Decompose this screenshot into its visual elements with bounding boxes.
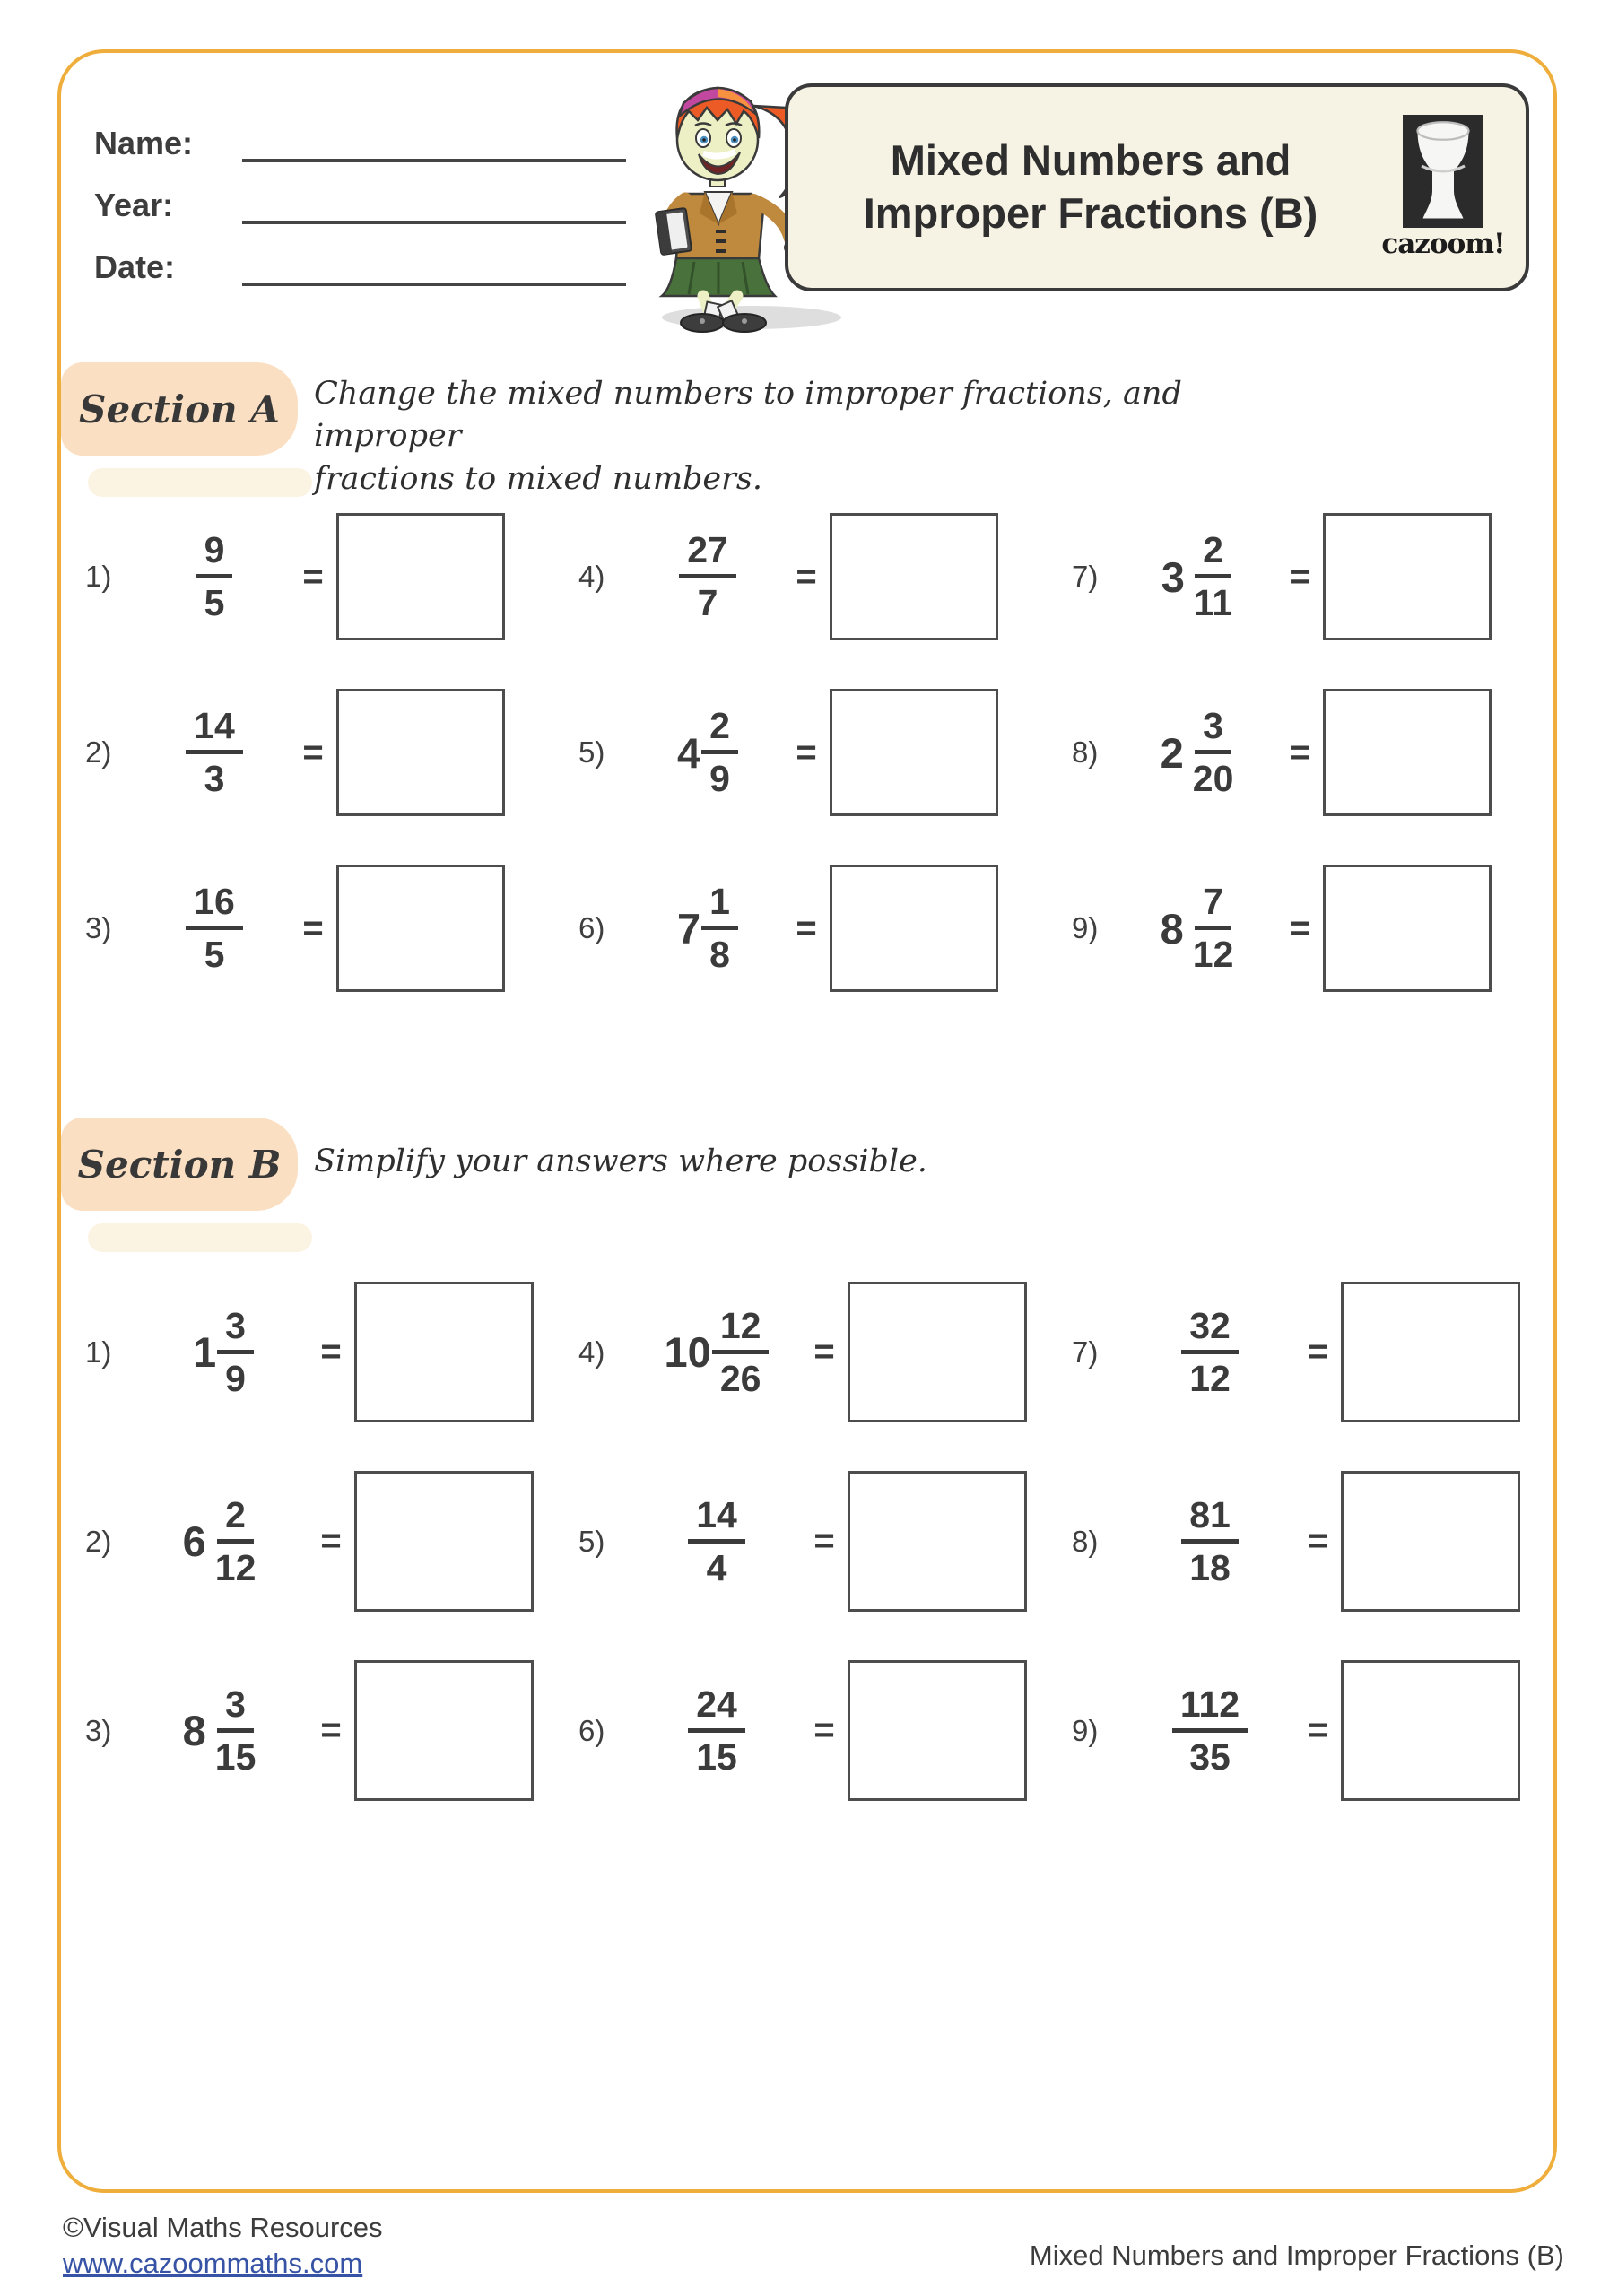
answer-box[interactable] [1323,865,1492,992]
section-b-bubble [61,1118,298,1211]
website-link[interactable]: www.cazoommaths.com [63,2248,363,2280]
problem-expression [632,883,783,973]
answer-box[interactable] [1341,1282,1520,1422]
section-a-problems [85,489,1574,1016]
drum-icon [1402,115,1484,228]
problem-row [85,840,1574,1016]
equals-sign: = [320,1521,342,1561]
fraction-denominator: 9 [225,1357,246,1399]
problem-a8 [1072,665,1565,840]
equals-sign: = [320,1332,342,1371]
problem-expression [1126,1683,1294,1778]
fraction [1181,1493,1239,1588]
fraction-numerator: 12 [712,1308,770,1354]
equals-sign: = [320,1710,342,1750]
fraction [196,529,233,623]
section-b-instruction [314,1141,1300,1183]
fraction-denominator: 9 [709,758,730,799]
fraction-denominator: 20 [1192,758,1234,799]
problem-b6 [578,1636,1072,1825]
name-field [94,100,626,162]
problem-number: 6) [578,911,605,944]
answer-box[interactable] [830,689,998,816]
fraction-numerator: 2 [701,708,738,754]
section-b-problems [85,1257,1574,1825]
problem-a7 [1072,489,1565,665]
fraction-numerator: 27 [679,532,736,578]
fraction-numerator: 3 [217,1308,254,1354]
fraction-numerator: 2 [1195,532,1231,578]
whole-number: 8 [182,1707,206,1754]
problem-number: 4) [578,1335,605,1369]
fraction-numerator: 112 [1172,1686,1248,1733]
problem-b5 [578,1447,1072,1636]
fraction [701,705,738,799]
whole-number: 4 [677,728,701,777]
problem-a4 [578,489,1072,665]
cazoom-logo-text: cazoom! [1381,228,1505,260]
fraction [688,1683,745,1778]
fraction-denominator: 4 [706,1546,727,1588]
problem-expression [139,883,290,973]
problem-number: 4) [578,560,605,593]
date-line[interactable] [242,247,626,286]
instruction-line: Change the mixed numbers to improper fractions, and improper [314,376,1182,455]
fraction-denominator: 11 [1193,582,1233,623]
answer-box[interactable] [1323,689,1492,816]
fraction [207,1683,265,1778]
whole-number: 7 [677,904,701,952]
copyright-text: ©Visual Maths Resources [63,2212,383,2243]
fraction-denominator: 12 [1189,1357,1231,1399]
problem-expression [139,705,290,799]
problem-row [85,665,1574,840]
problem-a2 [85,665,578,840]
fraction [1181,1304,1239,1399]
fraction-denominator: 15 [696,1735,737,1778]
problem-number: 8) [1072,1524,1099,1558]
fraction [186,705,243,799]
worksheet-title [801,135,1380,240]
equals-sign: = [813,1521,835,1561]
answer-box[interactable] [848,1471,1027,1612]
equals-sign: = [813,1710,835,1750]
problem-number: 9) [1072,911,1099,944]
date-field [94,224,626,286]
fraction-denominator: 12 [1192,934,1234,975]
fraction [1185,883,1242,973]
fraction [712,1304,770,1399]
answer-box[interactable] [336,865,505,992]
answer-box[interactable] [354,1471,534,1612]
fraction [679,529,736,623]
problem-expression [632,1683,801,1778]
equals-sign: = [813,1332,835,1371]
problem-expression [139,1304,308,1399]
whole-number: 3 [1161,552,1185,601]
fraction-numerator: 14 [688,1497,745,1544]
problem-expression [1126,705,1276,799]
fraction-numerator: 3 [1195,708,1231,754]
worksheet-title-box [785,83,1529,291]
whole-number: 6 [182,1518,206,1565]
title-line-2: Improper Fractions (B) [863,189,1318,237]
problem-b3 [85,1636,578,1825]
fraction-numerator: 1 [701,883,738,930]
name-line[interactable] [242,123,626,162]
equals-sign: = [796,556,817,596]
fraction-numerator: 3 [217,1686,254,1733]
equals-sign: = [796,732,817,772]
problem-b1 [85,1257,578,1447]
problem-expression [1126,1304,1294,1399]
fraction [688,1493,745,1588]
fraction-numerator: 16 [186,883,243,930]
problem-row [85,1257,1574,1447]
section-b-echo [88,1223,312,1252]
problem-b2 [85,1447,578,1636]
problem-expression [632,1304,801,1399]
section-a-instruction [314,373,1193,500]
problem-expression [139,529,290,623]
year-line[interactable] [242,185,626,224]
answer-box[interactable] [1341,1471,1520,1612]
equals-sign: = [1289,908,1310,948]
whole-number: 2 [1160,728,1184,777]
fraction-denominator: 3 [204,758,225,799]
problem-number: 1) [85,560,112,593]
fraction-numerator: 24 [688,1686,745,1733]
footer-worksheet-title: Mixed Numbers and Improper Fractions (B) [1029,2239,1564,2271]
problem-expression [1126,529,1276,623]
problem-number: 9) [1072,1713,1099,1747]
equals-sign: = [1307,1710,1328,1750]
answer-box[interactable] [336,513,505,640]
instruction-line: fractions to mixed numbers. [314,460,762,497]
cazoom-logo [1380,115,1506,260]
book-icon [656,208,692,255]
problem-expression [139,1683,308,1778]
fraction [1186,529,1240,623]
fraction-numerator: 81 [1181,1497,1239,1544]
answer-box[interactable] [1323,513,1492,640]
fraction-denominator: 5 [204,582,225,623]
fraction-numerator: 7 [1195,883,1231,930]
answer-box[interactable] [354,1282,534,1422]
problem-a6 [578,840,1072,1016]
equals-sign: = [302,556,324,596]
equals-sign: = [1289,732,1310,772]
section-a-label: Section A [79,387,280,431]
whole-number: 10 [664,1328,711,1376]
answer-box[interactable] [830,865,998,992]
answer-box[interactable] [336,689,505,816]
problem-number: 7) [1072,1335,1099,1369]
problem-expression [632,529,783,623]
equals-sign: = [1307,1332,1328,1371]
fraction-denominator: 7 [697,582,718,623]
fraction-denominator: 12 [214,1546,257,1588]
fraction [186,883,243,973]
problem-number: 1) [85,1335,112,1369]
fraction-numerator: 2 [217,1497,254,1544]
whole-number: 1 [193,1328,217,1376]
problem-row [85,489,1574,665]
problem-a1 [85,489,578,665]
problem-a9 [1072,840,1565,1016]
fraction-denominator: 5 [204,934,225,975]
fraction-denominator: 18 [1189,1546,1231,1588]
answer-box[interactable] [848,1282,1027,1422]
problem-b7 [1072,1257,1565,1447]
problem-a3 [85,840,578,1016]
instruction-line: Simplify your answers where possible. [314,1144,927,1179]
fraction [701,883,738,973]
title-line-1: Mixed Numbers and [890,136,1292,185]
footer-left [63,2210,383,2283]
equals-sign: = [302,908,324,948]
year-field [94,162,626,224]
fraction [1185,705,1242,799]
problem-number: 8) [1072,735,1099,769]
problem-expression [632,1493,801,1588]
problem-a5 [578,665,1072,840]
problem-number: 5) [578,735,605,769]
fraction [217,1304,254,1399]
fraction-denominator: 15 [214,1735,257,1778]
header-fields [94,100,626,286]
year-label: Year: [94,187,174,223]
problem-number: 7) [1072,560,1099,593]
problem-number: 3) [85,1713,112,1747]
fraction-numerator: 9 [196,532,233,578]
answer-box[interactable] [354,1660,534,1801]
section-b-label: Section B [77,1142,282,1187]
problem-number: 2) [85,735,112,769]
equals-sign: = [1289,556,1310,596]
problem-expression [139,1493,308,1588]
problem-number: 5) [578,1524,605,1558]
fraction-denominator: 35 [1189,1735,1231,1778]
problem-expression [1126,1493,1294,1588]
answer-box[interactable] [1341,1660,1520,1801]
problem-expression [632,705,783,799]
section-a-bubble [61,362,298,456]
fraction-denominator: 8 [709,934,730,975]
fraction-numerator: 14 [186,708,243,754]
problem-number: 2) [85,1524,112,1558]
equals-sign: = [302,732,324,772]
answer-box[interactable] [848,1660,1027,1801]
fraction [1172,1683,1248,1778]
fraction-denominator: 26 [719,1357,761,1399]
fraction-numerator: 32 [1181,1308,1239,1354]
problem-expression [1126,883,1276,973]
date-label: Date: [94,248,176,285]
problem-number: 6) [578,1713,605,1747]
problem-b9 [1072,1636,1565,1825]
fraction [207,1493,265,1588]
equals-sign: = [796,908,817,948]
problem-number: 3) [85,911,112,944]
answer-box[interactable] [830,513,998,640]
problem-b4 [578,1257,1072,1447]
problem-row [85,1636,1574,1825]
problem-b8 [1072,1447,1565,1636]
name-label: Name: [94,125,194,161]
equals-sign: = [1307,1521,1328,1561]
problem-row [85,1447,1574,1636]
whole-number: 8 [1160,904,1184,952]
